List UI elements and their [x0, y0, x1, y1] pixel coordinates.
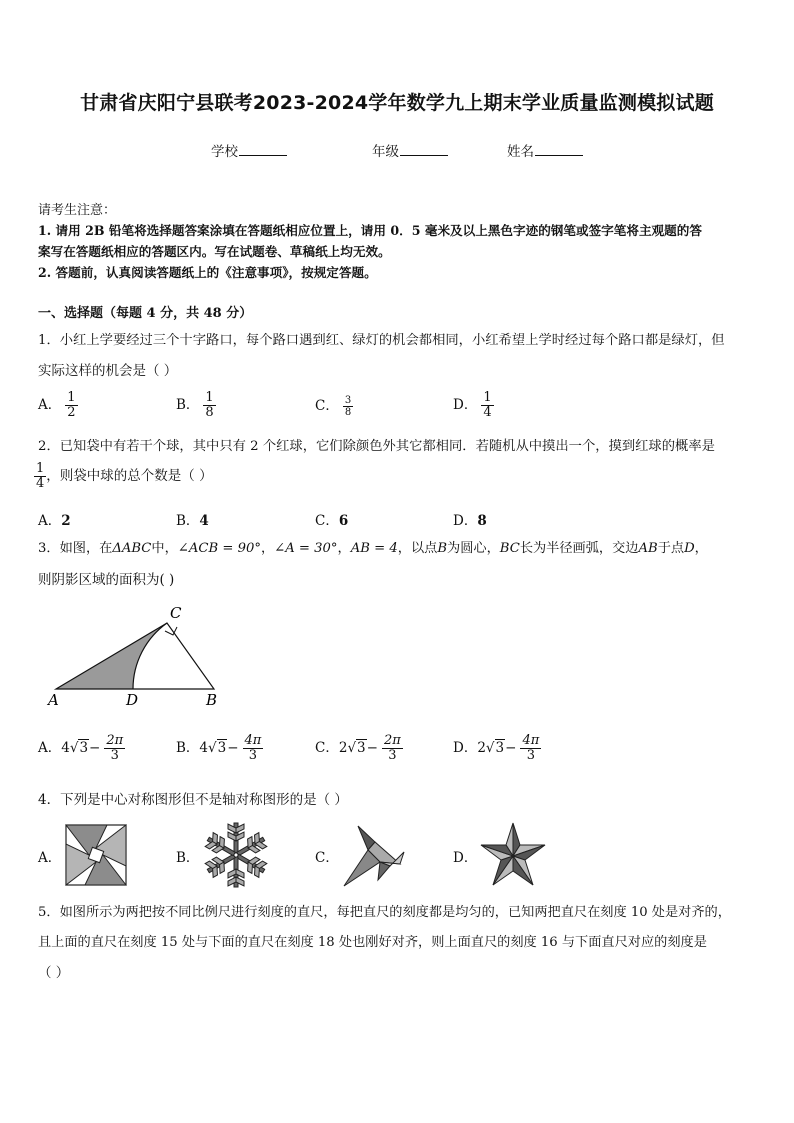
option-label: D．	[453, 397, 478, 413]
fraction: $\frac{1}{4}$	[36, 461, 45, 491]
grade-blank[interactable]	[400, 143, 448, 156]
school-field[interactable]	[211, 140, 287, 160]
q5-text-2: 且上面的直尺在刻度 15 处与下面的直尺在刻度 18 处也刚好对齐，则上面直尺的刻度 16 与下面直尺对应的刻度是	[38, 935, 707, 950]
notice-item-1b: 案写在答题纸相应的答题区内。写在试题卷、草稿纸上均无效。	[38, 244, 391, 259]
q1-option-d[interactable]	[453, 391, 494, 420]
q1-option-c[interactable]	[315, 394, 353, 418]
grade-field[interactable]	[372, 140, 448, 160]
q2-option-b[interactable]: B．4	[176, 513, 209, 529]
pinwheel-square-icon[interactable]	[65, 824, 127, 886]
q2-option-d[interactable]: D．8	[453, 513, 487, 529]
section-heading: 一、选择题（每题 4 分，共 48 分）	[38, 306, 253, 321]
school-label: 学校	[211, 144, 238, 160]
snowflake-icon[interactable]	[201, 820, 271, 890]
q2-option-c[interactable]: C．6	[315, 513, 349, 529]
fraction: $\frac{4\pi}{3}$	[522, 733, 540, 763]
label-c: C	[170, 604, 182, 622]
q3-option-c[interactable]: C．2√3− $\frac{2\pi}{3}$	[315, 733, 401, 763]
school-blank[interactable]	[239, 143, 287, 156]
option-label: C．	[315, 398, 339, 414]
paper-crane-icon[interactable]	[340, 822, 410, 890]
q1-text-1: 1．小红上学要经过三个十字路口，每个路口遇到红、绿灯的机会都相同，小红希望上学时经过每个路口都是绿灯，但	[38, 333, 725, 348]
q2-option-a[interactable]: A．2	[38, 513, 71, 529]
fraction: $\frac{3}{8}$	[344, 395, 352, 418]
page-title: 甘肃省庆阳宁县联考2023-2024学年数学九上期末学业质量监测模拟试题	[80, 92, 714, 114]
q1-option-b[interactable]	[176, 391, 216, 420]
fraction: $\frac{1}{4}$	[483, 390, 492, 420]
q3-text-2: 则阴影区域的面积为( )	[38, 572, 175, 588]
q5-text-1: 5．如图所示为两把按不同比例尺进行刻度的直尺，每把直尺的刻度都是均匀的，已知两把直尺在刻度 10 处是对齐的，	[38, 905, 731, 920]
fraction: $\frac{4\pi}{3}$	[244, 733, 262, 763]
notice-item-1a: 1. 请用 2B 铅笔将选择题答案涂填在答题纸相应位置上，请用 0．5 毫米及以上黑色字迹的钢笔或签字笔将主观题的答	[38, 223, 702, 238]
q3-option-d[interactable]: D．2√3− $\frac{4\pi}{3}$	[453, 733, 540, 763]
five-point-star-icon[interactable]	[478, 820, 548, 888]
q3-text-1: 3．如图，在ΔABC中，∠ACB = 90°，∠A = 30°，AB = 4，以点B为圆心，BC长为半径画弧，交边AB于点D，	[38, 541, 708, 556]
fraction: $\frac{1}{2}$	[67, 390, 76, 420]
q4-option-b-label[interactable]: B．	[176, 850, 200, 866]
notice-heading: 请考生注意：	[38, 203, 117, 218]
notice-item-2: 2. 答题前，认真阅读答题纸上的《注意事项》，按规定答题。	[38, 265, 377, 280]
q5-text-3: （ ）	[38, 965, 70, 981]
q4-option-a-label[interactable]: A．	[38, 850, 62, 866]
q1-text-2: 实际这样的机会是（ ）	[38, 363, 178, 379]
name-field[interactable]	[507, 140, 583, 160]
fraction: $\frac{2\pi}{3}$	[106, 733, 124, 763]
q4-text-1: 4．下列是中心对称图形但不是轴对称图形的是（ ）	[38, 792, 348, 808]
option-label: A．	[38, 397, 62, 413]
label-a: A	[48, 691, 59, 709]
q2-text-2: $\frac{1}{4}$ ，则袋中球的总个数是（ ）	[36, 461, 213, 491]
fraction: $\frac{1}{8}$	[205, 390, 214, 420]
q2-text-1: 2．已知袋中有若干个球，其中只有 2 个红球，它们除颜色外其它都相同．若随机从中摸出一个，摸到红球的概率是	[38, 439, 715, 454]
q3-option-b[interactable]: B．4√3− $\frac{4\pi}{3}$	[176, 733, 262, 763]
label-d: D	[126, 691, 139, 709]
name-label: 姓名	[507, 144, 534, 160]
q3-option-a[interactable]: A．4√3− $\frac{2\pi}{3}$	[38, 733, 124, 763]
fraction: $\frac{2\pi}{3}$	[383, 733, 401, 763]
label-b: B	[206, 691, 218, 709]
q1-option-a[interactable]	[38, 391, 78, 420]
name-blank[interactable]	[535, 143, 583, 156]
grade-label: 年级	[372, 144, 399, 160]
q4-option-d-label[interactable]: D．	[453, 850, 478, 866]
q4-option-c-label[interactable]: C．	[315, 850, 339, 866]
option-label: B．	[176, 397, 200, 413]
q3-triangle-figure	[40, 600, 230, 712]
